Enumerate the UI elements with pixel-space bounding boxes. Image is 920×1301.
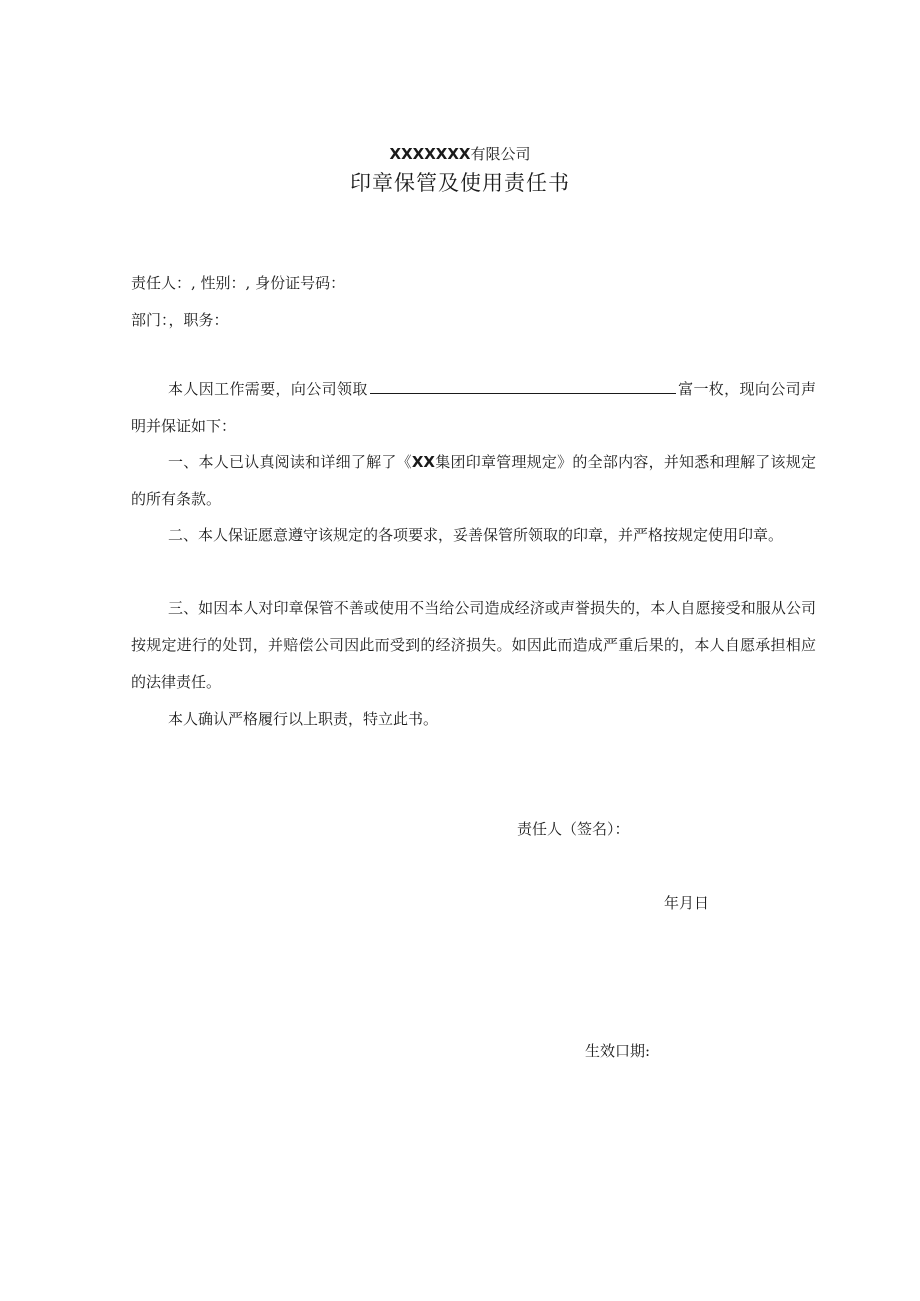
company-name (0, 143, 920, 165)
document-title: 印章保管及使用责任书 (350, 171, 570, 195)
company-prefix: XXXXXXX (389, 145, 471, 163)
seal-name-blank (370, 377, 676, 394)
clause-3: 三、如因本人对印章保管不善或使用不当给公司造成经济或声誉损失的，本人自愿接受和服从公司按规定进行的处罚，并赔偿公司因此而受到的经济损失。如因此而造成严重后果的，本人自愿承担相应的法律责任。 (131, 599, 816, 691)
signer-label: 责任人（签名）： (517, 820, 630, 838)
info-line-responsible: 责任人：, 性别：, 身份证号码： (131, 274, 346, 292)
closing-statement: 本人确认严格履行以上职责，特立此书。 (168, 710, 439, 728)
intro-text-after: 富一枚，现向公司声明并保证如下： (131, 380, 816, 435)
date-label: 年月日 (664, 894, 710, 912)
clause-1 (131, 444, 816, 518)
clause-1-after: 集团印章管理规定》的全部内容，并知悉和理解了该规定的所有条款。 (131, 453, 816, 508)
effective-date-label: 生效口期: (585, 1042, 651, 1060)
company-suffix: 有限公司 (470, 145, 531, 163)
clause-1-bold: XX (411, 453, 435, 471)
info-line-department: 部门：，职务： (131, 311, 229, 329)
intro-text-before: 本人因工作需要，向公司领取 (168, 380, 368, 398)
clause-2: 二、本人保证愿意遵守该规定的各项要求，妥善保管所领取的印章，并严格按规定使用印章。 (168, 526, 784, 544)
intro-paragraph (131, 371, 816, 445)
clause-1-before: 一、本人已认真阅读和详细了解了《 (168, 453, 412, 471)
